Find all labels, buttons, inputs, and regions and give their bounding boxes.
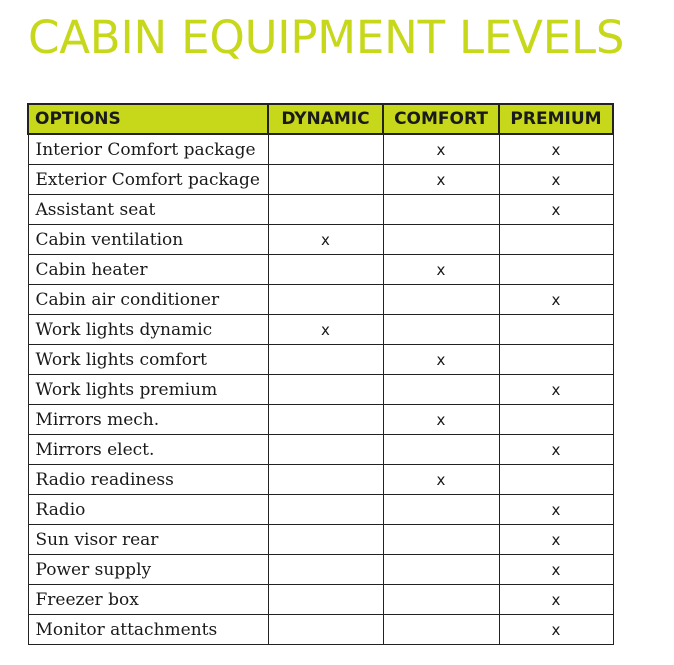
table-row bbox=[28, 405, 613, 435]
option-cell: Work lights dynamic bbox=[28, 315, 268, 345]
option-cell: Freezer box bbox=[28, 585, 268, 615]
premium-cell: x bbox=[499, 165, 613, 195]
dynamic-cell bbox=[268, 495, 383, 525]
table-row bbox=[28, 615, 613, 645]
dynamic-cell bbox=[268, 615, 383, 645]
comfort-cell: x bbox=[383, 345, 499, 375]
header-row bbox=[28, 104, 613, 134]
table-row bbox=[28, 555, 613, 585]
dynamic-cell bbox=[268, 525, 383, 555]
table-row bbox=[28, 315, 613, 345]
dynamic-cell bbox=[268, 465, 383, 495]
option-cell: Work lights premium bbox=[28, 375, 268, 405]
comfort-cell bbox=[383, 495, 499, 525]
premium-cell: x bbox=[499, 134, 613, 165]
header-comfort: COMFORT bbox=[383, 104, 499, 134]
table-row bbox=[28, 225, 613, 255]
dynamic-cell bbox=[268, 435, 383, 465]
option-cell: Cabin heater bbox=[28, 255, 268, 285]
comfort-cell bbox=[383, 375, 499, 405]
comfort-cell bbox=[383, 435, 499, 465]
header-dynamic: DYNAMIC bbox=[268, 104, 383, 134]
comfort-cell bbox=[383, 585, 499, 615]
table-row bbox=[28, 465, 613, 495]
comfort-cell: x bbox=[383, 405, 499, 435]
premium-cell bbox=[499, 345, 613, 375]
dynamic-cell: x bbox=[268, 315, 383, 345]
premium-cell: x bbox=[499, 375, 613, 405]
premium-cell bbox=[499, 255, 613, 285]
header-options: OPTIONS bbox=[28, 104, 268, 134]
option-cell: Cabin ventilation bbox=[28, 225, 268, 255]
table-row bbox=[28, 285, 613, 315]
table-row bbox=[28, 195, 613, 225]
table-row bbox=[28, 375, 613, 405]
premium-cell: x bbox=[499, 285, 613, 315]
table-row bbox=[28, 345, 613, 375]
dynamic-cell bbox=[268, 375, 383, 405]
table-row bbox=[28, 165, 613, 195]
dynamic-cell bbox=[268, 555, 383, 585]
comfort-cell: x bbox=[383, 465, 499, 495]
comfort-cell: x bbox=[383, 134, 499, 165]
option-cell: Mirrors elect. bbox=[28, 435, 268, 465]
premium-cell: x bbox=[499, 555, 613, 585]
comfort-cell: x bbox=[383, 165, 499, 195]
option-cell: Sun visor rear bbox=[28, 525, 268, 555]
header-premium: PREMIUM bbox=[499, 104, 613, 134]
dynamic-cell bbox=[268, 405, 383, 435]
table-row bbox=[28, 255, 613, 285]
dynamic-cell: x bbox=[268, 225, 383, 255]
option-cell: Assistant seat bbox=[28, 195, 268, 225]
premium-cell: x bbox=[499, 615, 613, 645]
option-cell: Cabin air conditioner bbox=[28, 285, 268, 315]
dynamic-cell bbox=[268, 195, 383, 225]
option-cell: Interior Comfort package bbox=[28, 134, 268, 165]
premium-cell: x bbox=[499, 495, 613, 525]
comfort-cell bbox=[383, 525, 499, 555]
dynamic-cell bbox=[268, 585, 383, 615]
dynamic-cell bbox=[268, 255, 383, 285]
premium-cell bbox=[499, 405, 613, 435]
comfort-cell: x bbox=[383, 255, 499, 285]
premium-cell bbox=[499, 315, 613, 345]
option-cell: Mirrors mech. bbox=[28, 405, 268, 435]
comfort-cell bbox=[383, 285, 499, 315]
option-cell: Radio readiness bbox=[28, 465, 268, 495]
table-row bbox=[28, 585, 613, 615]
equipment-table bbox=[27, 103, 614, 645]
premium-cell: x bbox=[499, 435, 613, 465]
option-cell: Radio bbox=[28, 495, 268, 525]
premium-cell: x bbox=[499, 525, 613, 555]
comfort-cell bbox=[383, 195, 499, 225]
premium-cell bbox=[499, 225, 613, 255]
comfort-cell bbox=[383, 615, 499, 645]
comfort-cell bbox=[383, 225, 499, 255]
table-row bbox=[28, 495, 613, 525]
premium-cell: x bbox=[499, 195, 613, 225]
page-title: CABIN EQUIPMENT LEVELS bbox=[28, 11, 625, 64]
table-body bbox=[28, 134, 613, 645]
option-cell: Work lights comfort bbox=[28, 345, 268, 375]
dynamic-cell bbox=[268, 285, 383, 315]
option-cell: Exterior Comfort package bbox=[28, 165, 268, 195]
premium-cell bbox=[499, 465, 613, 495]
table-row bbox=[28, 435, 613, 465]
table-row bbox=[28, 525, 613, 555]
comfort-cell bbox=[383, 555, 499, 585]
option-cell: Monitor attachments bbox=[28, 615, 268, 645]
dynamic-cell bbox=[268, 165, 383, 195]
dynamic-cell bbox=[268, 345, 383, 375]
comfort-cell bbox=[383, 315, 499, 345]
dynamic-cell bbox=[268, 134, 383, 165]
table-header bbox=[28, 104, 613, 134]
premium-cell: x bbox=[499, 585, 613, 615]
table-row bbox=[28, 134, 613, 165]
option-cell: Power supply bbox=[28, 555, 268, 585]
